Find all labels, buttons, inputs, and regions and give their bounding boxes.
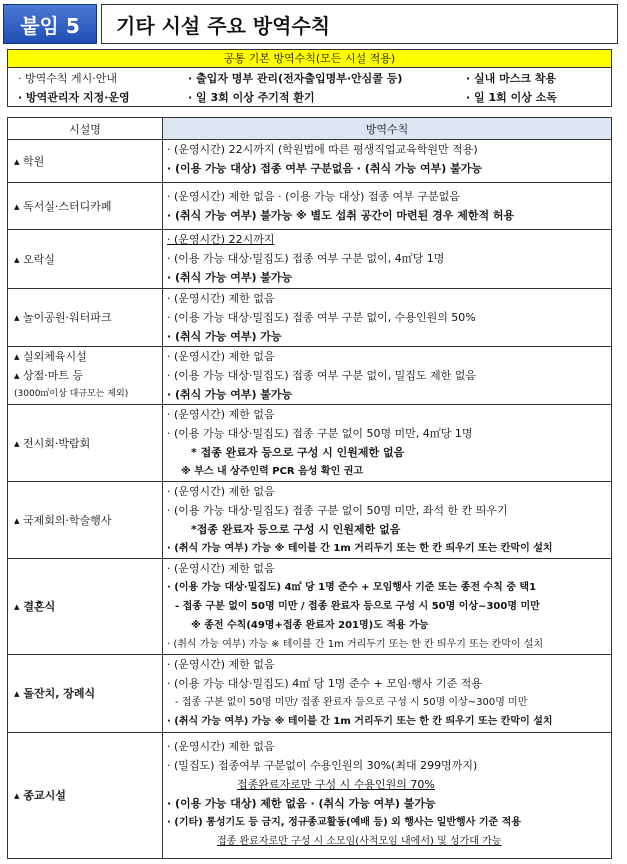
table-row bbox=[8, 655, 612, 733]
facility-name-cell bbox=[8, 405, 163, 482]
rule-line: · (취식 가능 여부) 가능 ※ 테이블 간 1m 거리두기 또는 한 칸 띄우기 또는 칸막이 설치 bbox=[167, 716, 553, 727]
rule-line: · (운영시간) 제한 없음 · (이용 가능 대상) 접종 여부 구분없음 bbox=[167, 190, 460, 203]
table-row bbox=[8, 405, 612, 482]
table-row bbox=[8, 140, 612, 183]
common-rule: · 출입자 명부 관리(전자출입명부·안심콜 등) bbox=[188, 71, 403, 85]
table-row bbox=[8, 289, 612, 347]
rule-line: · (이용 가능 대상·밀집도) 4㎡ 당 1명 준수 + 모임행사 기준 또는 종전 수칙 중 택1 bbox=[167, 582, 537, 593]
rules-cell bbox=[163, 405, 612, 482]
facility-name-cell bbox=[8, 230, 163, 289]
facility-name: ▴ 독서실·스터디카페 bbox=[14, 199, 112, 213]
rule-line: 접종완료자로만 구성 시 수용인원의 70% bbox=[237, 778, 435, 791]
rules-cell bbox=[163, 289, 612, 347]
rules-cell bbox=[163, 482, 612, 559]
title-bar bbox=[3, 4, 618, 44]
table-row bbox=[8, 230, 612, 289]
column-header-facility: 시설명 bbox=[8, 118, 163, 140]
rule-line: · (운영시간) 제한 없음 bbox=[167, 408, 275, 421]
common-rules-row bbox=[8, 68, 611, 87]
facility-name-cell bbox=[8, 655, 163, 733]
rules-cell bbox=[163, 183, 612, 230]
rule-line: ※ 종전 수칙(49명+접종 완료자 201명)도 적용 가능 bbox=[191, 620, 429, 631]
rules-cell bbox=[163, 230, 612, 289]
facility-name-cell bbox=[8, 733, 163, 859]
rule-line: · (이용 가능 대상·밀집도) 접종 여부 구분 없이, 4㎡당 1명 bbox=[167, 252, 445, 265]
rules-cell bbox=[163, 559, 612, 655]
facility-name: ▴ 전시회·박람회 bbox=[14, 436, 91, 450]
rule-line: · (이용 가능 대상·밀집도) 접종 구분 없이 50명 미만, 4㎡당 1명 bbox=[167, 427, 473, 440]
common-rules-heading: 공통 기본 방역수칙(모든 시설 적용) bbox=[8, 50, 611, 68]
common-rules-box bbox=[7, 49, 612, 107]
facility-name: ▴ 상점·마트 등 bbox=[14, 369, 84, 382]
facility-name: ▴ 실외체육시설 bbox=[14, 350, 87, 363]
rule-line: · (기타) 통성기도 등 금지, 정규종교활동(예배 등) 외 행사는 일반행사 기준 적용 bbox=[167, 817, 521, 828]
rule-line: · (이용 가능 대상·밀집도) 접종 구분 없이 50명 미만, 좌석 한 칸 띄우기 bbox=[167, 504, 508, 517]
facility-name: ▴ 국제회의·학술행사 bbox=[14, 513, 112, 527]
facility-rules-table bbox=[7, 117, 612, 859]
facility-name: ▴ 종교시설 bbox=[14, 789, 66, 802]
rule-line: · (이용 가능 대상·밀집도) 접종 여부 구분 없이, 밀집도 제한 없음 bbox=[167, 369, 477, 382]
rule-line: · (운영시간) 22시까지 (학원법에 따른 평생직업교육학원만 적용) bbox=[167, 143, 478, 156]
table-row bbox=[8, 733, 612, 859]
facility-name-cell bbox=[8, 559, 163, 655]
facility-name: ▴ 돌잔치, 장례식 bbox=[14, 687, 96, 700]
common-rule: · 방역관리자 지정·운영 bbox=[18, 90, 130, 104]
rule-line: · (밀집도) 접종여부 구분없이 수용인원의 30%(최대 299명까지) bbox=[167, 759, 478, 772]
facility-name: ▴ 학원 bbox=[14, 154, 45, 168]
rule-line: * 접종 완료자 등으로 구성 시 인원제한 없음 bbox=[191, 446, 405, 459]
facility-name-cell bbox=[8, 347, 163, 405]
rule-line: - 접종 구분 없이 50명 미만 / 접종 완료자 등으로 구성 시 50명 이상~300명 미만 bbox=[175, 601, 540, 612]
rule-line: *접종 완료자 등으로 구성 시 인원제한 없음 bbox=[191, 523, 401, 536]
facility-name-note: (3000㎡이상 대규모는 제외) bbox=[14, 389, 129, 399]
rules-cell bbox=[163, 655, 612, 733]
facility-name: ▴ 놀이공원·워터파크 bbox=[14, 311, 112, 324]
rule-line: ※ 부스 내 상주인력 PCR 음성 확인 권고 bbox=[181, 466, 364, 477]
common-rules-row bbox=[8, 87, 611, 106]
rule-line: · (운영시간) 제한 없음 bbox=[167, 740, 275, 753]
rule-line: · (운영시간) 제한 없음 bbox=[167, 292, 275, 305]
rules-cell bbox=[163, 347, 612, 405]
rule-line: · (취식 가능 여부) 불가능 ※ 별도 섭취 공간이 마련된 경우 제한적 허용 bbox=[167, 209, 515, 222]
facility-name-cell bbox=[8, 140, 163, 183]
rule-line: · (취식 가능 여부) 가능 ※ 테이블 간 1m 거리두기 또는 한 칸 띄우기 또는 칸막이 설치 bbox=[167, 639, 544, 650]
table-header-row bbox=[8, 118, 612, 140]
rule-line: · (취식 가능 여부) 불가능 bbox=[167, 388, 293, 401]
common-rule: · 방역수칙 게시·안내 bbox=[18, 71, 117, 85]
rule-line: · (이용 가능 대상) 접종 여부 구분없음 · (취식 가능 여부) 불가능 bbox=[167, 162, 482, 175]
common-rule: · 일 1회 이상 소독 bbox=[466, 90, 557, 104]
rule-line: - 접종 구분 없이 50명 미만/ 접종 완료자 등으로 구성 시 50명 이상~300명 미만 bbox=[175, 697, 528, 708]
common-rule: · 실내 마스크 착용 bbox=[466, 71, 557, 85]
rule-line: · (이용 가능 대상·밀집도) 4㎡ 당 1명 준수 + 모임·행사 기준 적용 bbox=[167, 677, 482, 690]
rule-line: · (취식 가능 여부) 가능 ※ 테이블 간 1m 거리두기 또는 한 칸 띄우기 또는 칸막이 설치 bbox=[167, 543, 553, 554]
common-rule: · 일 3회 이상 주기적 환기 bbox=[188, 90, 315, 104]
attachment-badge: 붙임 5 bbox=[3, 4, 97, 44]
rules-cell bbox=[163, 140, 612, 183]
rule-line: · (운영시간) 22시까지 bbox=[167, 233, 275, 246]
rule-line: · (취식 가능 여부) 불가능 bbox=[167, 271, 293, 284]
facility-name: ▴ 오락실 bbox=[14, 252, 55, 266]
rule-line: · (운영시간) 제한 없음 bbox=[167, 350, 275, 363]
rule-line: · (운영시간) 제한 없음 bbox=[167, 562, 275, 575]
table-row bbox=[8, 183, 612, 230]
page-title: 기타 시설 주요 방역수칙 bbox=[101, 4, 618, 44]
rule-line: 접종 완료자로만 구성 시 소모임(사적모임 내에서) 및 성가대 가능 bbox=[217, 836, 502, 847]
column-header-rules: 방역수칙 bbox=[163, 118, 612, 140]
rule-line: · (이용 가능 대상·밀집도) 접종 여부 구분 없이, 수용인원의 50% bbox=[167, 311, 476, 324]
rule-line: · (이용 가능 대상) 제한 없음 · (취식 가능 여부) 불가능 bbox=[167, 797, 436, 810]
facility-name-cell bbox=[8, 482, 163, 559]
facility-name-cell bbox=[8, 183, 163, 230]
rules-cell bbox=[163, 733, 612, 859]
rule-line: · (취식 가능 여부) 가능 bbox=[167, 330, 282, 343]
table-row bbox=[8, 559, 612, 655]
table-row bbox=[8, 482, 612, 559]
facility-name-cell bbox=[8, 289, 163, 347]
rule-line: · (운영시간) 제한 없음 bbox=[167, 658, 275, 671]
table-row bbox=[8, 347, 612, 405]
rule-line: · (운영시간) 제한 없음 bbox=[167, 485, 275, 498]
facility-name: ▴ 결혼식 bbox=[14, 600, 56, 613]
